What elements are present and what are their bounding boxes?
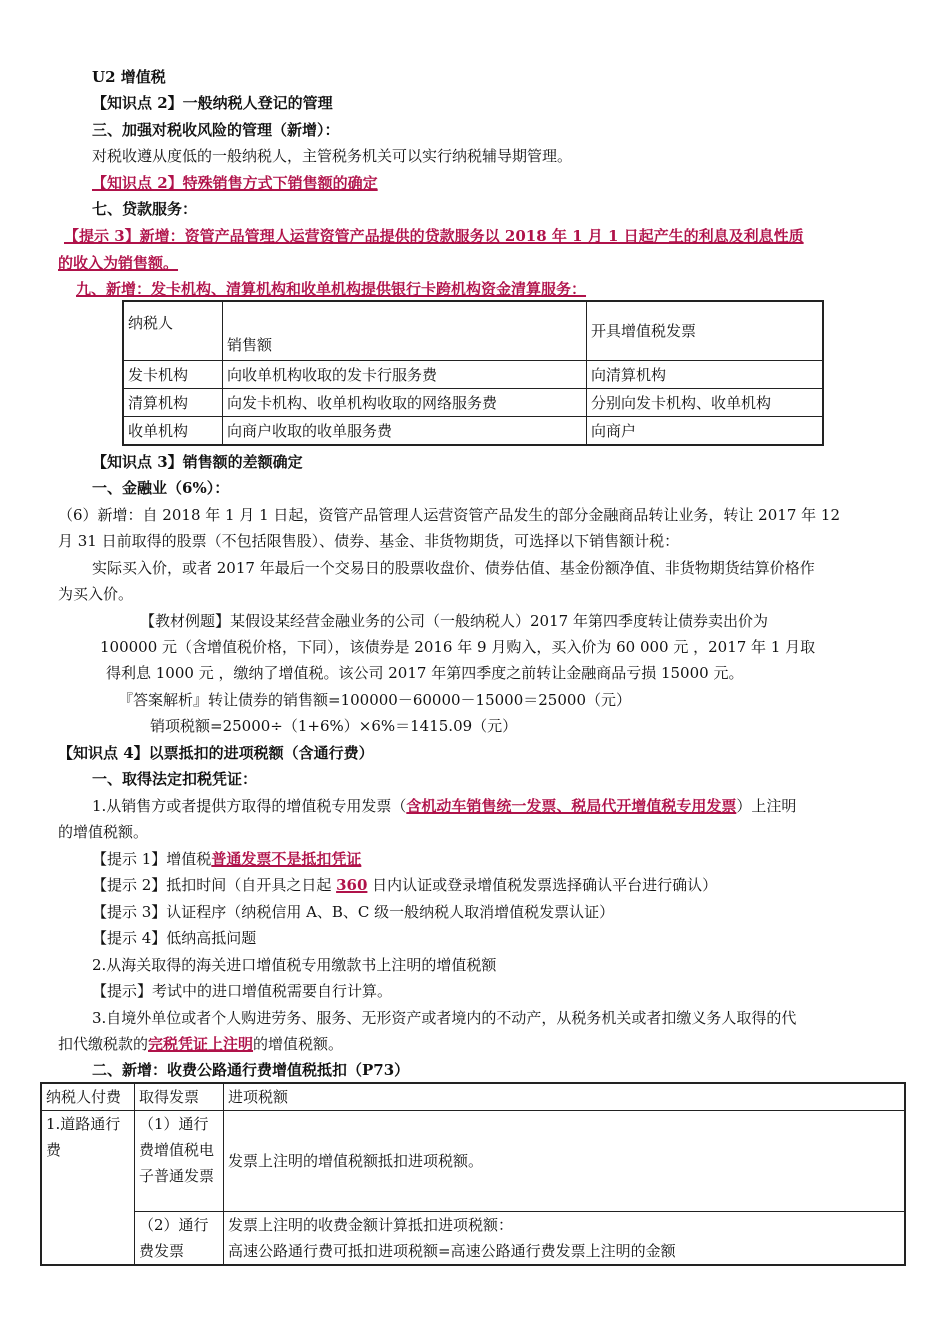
tip-2 [92, 872, 717, 898]
toll-deduction-table [40, 1082, 906, 1266]
table-cell: 向商户收取的收单服务费 [223, 417, 587, 446]
highlight-text: 含机动车销售统一发票、税局代开增值税专用发票 [406, 797, 737, 815]
table-header-cell: 销售额 [223, 301, 587, 361]
section-heading: 三、加强对税收风险的管理（新增）： [92, 121, 340, 139]
text-segment: 扣代缴税款的 [58, 1035, 149, 1053]
table-cell: （2）通行费发票 [135, 1212, 224, 1266]
table-cell: 清算机构 [123, 389, 223, 417]
table-cell [224, 1212, 906, 1266]
paragraph: （6）新增：自 2018 年 1 月 1 日起，资管产品管理人运营资管产品发生的部分金融商品转让业务，转让 2017 年 12 [58, 506, 840, 524]
table-header-cell: 开具增值税发票 [587, 301, 824, 361]
section-heading-deduction: 一、取得法定扣税凭证： [92, 770, 258, 788]
paragraph: 实际买入价，或者 2017 年最后一个交易日的股票收盘价、债券估值、基金份额净值、非货物期货结算价格作 [92, 559, 815, 577]
text-segment: 【提示 1】增值税 [92, 850, 212, 868]
paragraph: 月 31 日前取得的股票（不包括限售股）、债券、基金、非货物期货，可选择以下销售额计税： [58, 532, 680, 550]
paragraph: 3.自境外单位或者个人购进劳务、服务、无形资产或者境内的不动产，从税务机关或者扣缴义务人取得的代 [92, 1009, 797, 1027]
table-cell: 分别向发卡机构、收单机构 [587, 389, 824, 417]
table-row [41, 1212, 905, 1266]
example-paragraph: 【教材例题】某假设某经营金融业务的公司（一般纳税人）2017 年第四季度转让债券卖出价为 [140, 612, 768, 630]
text-segment: 的增值税额。 [253, 1035, 344, 1053]
table-row [123, 361, 823, 389]
table-row [123, 417, 823, 446]
example-paragraph: 100000 元（含增值税价格，下同），该债券是 2016 年 9 月购入，买入价为 60 000 元 ，2017 年 1 月取 [100, 638, 816, 656]
table-cell: （1）通行费增值税电子普通发票 [135, 1111, 224, 1212]
answer-line: 销项税额=25000÷（1+6%）×6%＝1415.09（元） [150, 717, 518, 735]
highlight-text: 普通发票不是抵扣凭证 [211, 850, 362, 868]
paragraph: 对税收遵从度低的一般纳税人，主管税务机关可以实行纳税辅导期管理。 [92, 147, 573, 165]
table-cell: 收单机构 [123, 417, 223, 446]
paragraph: 的增值税额。 [58, 823, 149, 841]
doc-title: U2 增值税 [92, 68, 166, 86]
tip-3-line-2: 的收入为销售额。 [58, 254, 179, 272]
text-segment: 日内认证或登录增值税发票选择确认平台进行确认） [367, 876, 718, 894]
tip-1 [92, 846, 361, 872]
table-cell: 向收单机构收取的发卡行服务费 [223, 361, 587, 389]
table-row [41, 1111, 905, 1212]
table-cell: 发卡机构 [123, 361, 223, 389]
tip-4: 【提示 4】低纳高抵问题 [92, 929, 257, 947]
section-heading-toll: 二、新增：收费公路通行费增值税抵扣（P73） [92, 1061, 410, 1079]
table-header-cell: 纳税人 [123, 301, 223, 361]
section-heading-clearing: 九、新增：发卡机构、清算机构和收单机构提供银行卡跨机构资金清算服务： [76, 280, 587, 298]
knowledge-point-2b-heading: 【知识点 2】特殊销售方式下销售额的确定 [92, 174, 378, 192]
knowledge-point-2-heading: 【知识点 2】一般纳税人登记的管理 [92, 94, 333, 112]
text-segment: ）上注明 [736, 797, 797, 815]
paragraph [92, 793, 796, 819]
table-cell: 向清算机构 [587, 361, 824, 389]
tip-3-line-1: 【提示 3】新增：资管产品管理人运营资管产品提供的贷款服务以 2018 年 1 月 1 日起产生的利息及利息性质 [64, 227, 804, 245]
section-heading-loan: 七、贷款服务： [92, 200, 198, 218]
example-paragraph: 得利息 1000 元 ，缴纳了增值税。该公司 2017 年第四季度之前转让金融商品亏损 15000 元。 [106, 664, 744, 682]
paragraph [58, 1031, 343, 1057]
knowledge-point-4-heading: 【知识点 4】以票抵扣的进项税额（含通行费） [58, 744, 374, 762]
highlight-text: 完税凭证上注明 [148, 1035, 254, 1053]
table-cell: 向商户 [587, 417, 824, 446]
table-cell-line: 高速公路通行费可抵扣进项税额=高速公路通行费发票上注明的金额 [228, 1242, 676, 1260]
highlight-text: 360 [336, 876, 368, 894]
table-header-cell: 纳税人付费 [41, 1083, 135, 1111]
knowledge-point-3-heading: 【知识点 3】销售额的差额确定 [92, 453, 303, 471]
tip-3: 【提示 3】认证程序（纳税信用 A、B、C 级一般纳税人取消增值税发票认证） [92, 903, 615, 921]
text-segment: 【提示 2】抵扣时间（自开具之日起 [92, 876, 337, 894]
table-cell: 发票上注明的增值税额抵扣进项税额。 [224, 1111, 906, 1212]
table-cell: 1.道路通行费 [41, 1111, 135, 1266]
table-cell-line: 发票上注明的收费金额计算抵扣进项税额： [228, 1216, 514, 1234]
text-segment: 1.从销售方或者提供方取得的增值税专用发票（ [92, 797, 407, 815]
paragraph: 为买入价。 [58, 585, 134, 603]
answer-line: 『答案解析』转让债券的销售额=100000－60000－15000＝25000（元） [118, 691, 631, 709]
section-heading-finance: 一、金融业（6%）： [92, 479, 230, 497]
table-header-cell: 进项税额 [224, 1083, 906, 1111]
tip: 【提示】考试中的进口增值税需要自行计算。 [92, 982, 393, 1000]
table-row [123, 389, 823, 417]
paragraph: 2.从海关取得的海关进口增值税专用缴款书上注明的增值税额 [92, 956, 497, 974]
table-cell: 向发卡机构、收单机构收取的网络服务费 [223, 389, 587, 417]
clearing-service-table [122, 300, 824, 446]
table-header-cell: 取得发票 [135, 1083, 224, 1111]
